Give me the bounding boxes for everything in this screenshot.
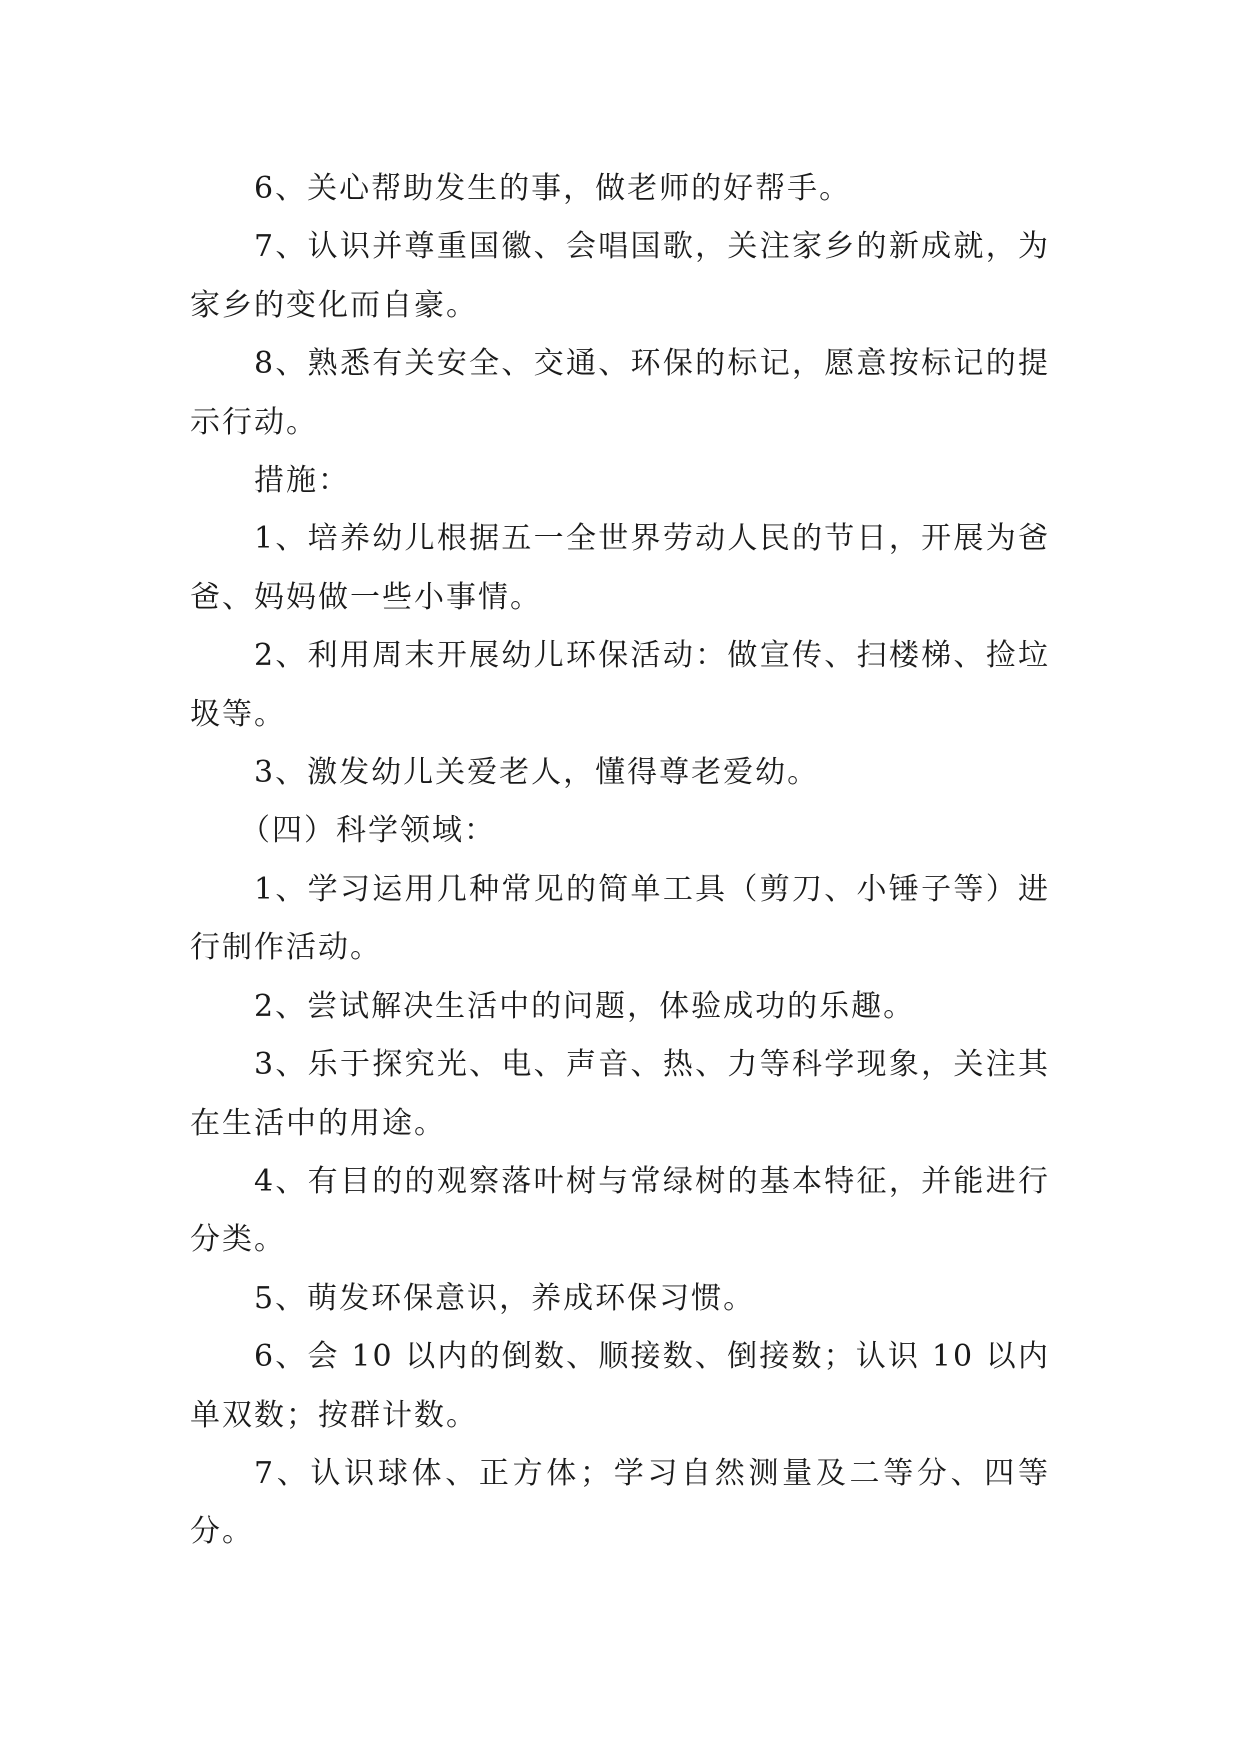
measure-item-3: 3、激发幼儿关爱老人，懂得尊老爱幼。 (254, 755, 820, 791)
science-item-4: 4、有目的的观察落叶树与常绿树的基本特征，并能进行分类。 (190, 1163, 1050, 1258)
section-heading-science: （四）科学领域： (240, 813, 496, 849)
measure-item-2: 2、利用周末开展幼儿环保活动：做宣传、扫楼梯、捡垃圾等。 (190, 638, 1050, 732)
paragraph-item-8: 8、熟悉有关安全、交通、环保的标记，愿意按标记的提示行动。 (190, 346, 1050, 440)
paragraph-item-7: 7、认识并尊重国徽、会唱国歌，关注家乡的新成就，为家乡的变化而自豪。 (190, 229, 1050, 323)
document-body (190, 160, 1050, 1562)
measures-heading: 措施： (254, 463, 350, 499)
science-item-1: 1、学习运用几种常见的简单工具（剪刀、小锤子等）进行制作活动。 (190, 871, 1050, 966)
science-item-3: 3、乐于探究光、电、声音、热、力等科学现象，关注其在生活中的用途。 (190, 1047, 1050, 1141)
science-item-6: 6、会 10 以内的倒数、顺接数、倒接数；认识 10 以内单双数；按群计数。 (190, 1339, 1050, 1433)
science-item-2: 2、尝试解决生活中的问题，体验成功的乐趣。 (254, 988, 916, 1024)
science-item-5: 5、萌发环保意识，养成环保习惯。 (254, 1280, 756, 1316)
science-item-7: 7、认识球体、正方体；学习自然测量及二等分、四等分。 (190, 1455, 1050, 1550)
measure-item-1: 1、培养幼儿根据五一全世界劳动人民的节日，开展为爸爸、妈妈做一些小事情。 (190, 521, 1050, 615)
paragraph-item-6: 6、关心帮助发生的事，做老师的好帮手。 (254, 171, 852, 206)
